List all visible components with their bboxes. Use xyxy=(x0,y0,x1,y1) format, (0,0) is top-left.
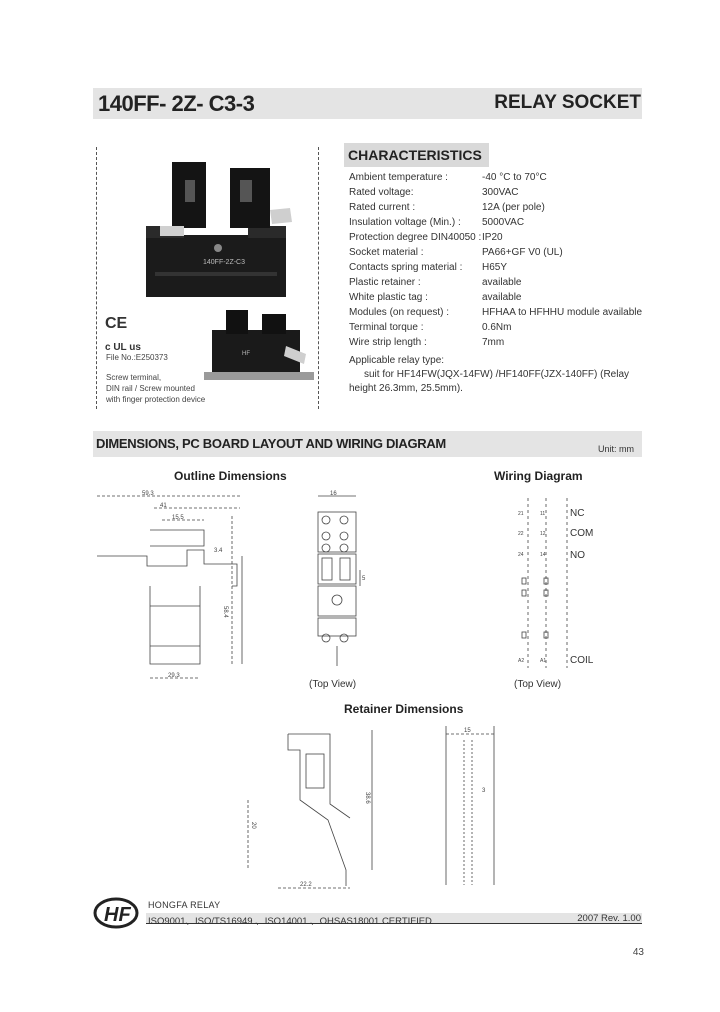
spec-value: 300VAC xyxy=(482,187,519,198)
terminal-a1: A1 xyxy=(540,658,547,664)
outline-title: Outline Dimensions xyxy=(174,469,287,483)
retainer-thickness: 15 xyxy=(464,728,471,734)
socket-photo-small-label: HF xyxy=(242,351,250,357)
right-divider xyxy=(318,147,319,409)
product-desc-1: Screw terminal, xyxy=(106,373,162,382)
dim-59-3: 59.3 xyxy=(142,491,154,497)
spec-row xyxy=(349,292,521,303)
spec-label: Ambient temperature : xyxy=(349,172,448,183)
characteristics-title: CHARACTERISTICS xyxy=(348,147,482,163)
hongfa-logo xyxy=(92,896,142,930)
spec-label: Terminal torque : xyxy=(349,322,424,333)
spec-row xyxy=(349,307,642,318)
retainer-height-20: 20 xyxy=(250,822,256,829)
top-view-caption-1: (Top View) xyxy=(309,679,357,690)
outline-side-view xyxy=(92,486,252,686)
page-number: 43 xyxy=(632,947,644,958)
ul-mark: c UL us xyxy=(105,342,141,353)
spec-label: White plastic tag : xyxy=(349,292,428,303)
spec-row xyxy=(349,247,563,258)
retainer-title: Retainer Dimensions xyxy=(344,702,464,716)
spec-value: available xyxy=(482,292,522,303)
applicable-relay xyxy=(349,354,649,396)
left-divider xyxy=(96,147,97,409)
spec-label: Plastic retainer : xyxy=(349,277,421,288)
revision: 2007 Rev. 1.00 xyxy=(577,913,641,924)
dim-58-4: 58.4 xyxy=(222,606,228,618)
terminal-a2: A2 xyxy=(518,658,525,664)
product-title: RELAY SOCKET xyxy=(494,92,641,113)
spec-label: Wire strip length : xyxy=(349,337,427,348)
socket-photo-small xyxy=(204,310,314,380)
retainer-side-view xyxy=(238,720,383,895)
spec-value: 7mm xyxy=(482,337,505,348)
dim-15-5: 15.5 xyxy=(172,515,184,521)
file-number: File No.:E250373 xyxy=(106,353,168,362)
certifications: ISO9001、ISO/TS16949 、ISO14001 、OHSAS18001 CERTIFIED xyxy=(148,916,432,927)
label-no: NO xyxy=(570,550,585,561)
product-desc-2: DIN rail / Screw mounted xyxy=(106,384,195,393)
spec-label: Protection degree DIN40050 : xyxy=(349,232,482,243)
spec-value: PA66+GF V0 (UL) xyxy=(482,247,563,258)
spec-value: IP20 xyxy=(482,232,503,243)
label-coil: COIL xyxy=(570,655,594,666)
spec-row xyxy=(349,202,545,213)
terminal-14: 14 xyxy=(540,552,546,558)
spec-row xyxy=(349,187,519,198)
spec-value: 0.6Nm xyxy=(482,322,512,333)
spec-row xyxy=(349,172,547,183)
spec-value: HFHAA to HFHHU module available xyxy=(482,307,643,318)
spec-label: Rated voltage: xyxy=(349,187,414,198)
spec-row xyxy=(349,262,507,273)
socket-photo-label: 140FF-2Z-C3 xyxy=(203,259,246,266)
unit-label: Unit: mm xyxy=(598,444,634,454)
spec-label: Socket material : xyxy=(349,247,424,258)
dim-3-4: 3.4 xyxy=(214,548,223,554)
retainer-width: 22.2 xyxy=(300,882,312,888)
terminal-22: 22 xyxy=(518,531,524,537)
retainer-front-view xyxy=(434,720,514,895)
dimensions-title: DIMENSIONS, PC BOARD LAYOUT AND WIRING DIAGRAM xyxy=(96,436,446,451)
ce-mark: CE xyxy=(105,315,128,332)
retainer-slot: 3 xyxy=(482,788,486,794)
spec-value: -40 °C to 70°C xyxy=(482,172,547,183)
label-com: COM xyxy=(570,528,594,539)
spec-label: Contacts spring material : xyxy=(349,262,463,273)
wiring-title: Wiring Diagram xyxy=(494,469,583,483)
spec-row xyxy=(349,277,521,288)
terminal-24: 24 xyxy=(518,552,524,558)
product-photos xyxy=(100,150,315,410)
spec-row xyxy=(349,232,503,243)
spec-row xyxy=(349,337,504,348)
pcb-top-view xyxy=(300,486,380,672)
spec-value: available xyxy=(482,277,522,288)
spec-value: H65Y xyxy=(482,262,508,273)
terminal-11: 11 xyxy=(540,511,546,517)
applicable-title: Applicable relay type: xyxy=(349,355,445,366)
socket-photo-large xyxy=(146,162,292,297)
terminal-12: 12 xyxy=(540,531,546,537)
spec-label: Insulation voltage (Min.) : xyxy=(349,217,461,228)
spec-row xyxy=(349,322,511,333)
dim-41: 41 xyxy=(160,503,167,509)
wiring-diagram xyxy=(510,498,610,673)
label-nc: NC xyxy=(570,508,585,519)
applicable-line-2: height 26.3mm, 25.5mm). xyxy=(349,383,463,394)
top-view-caption-2: (Top View) xyxy=(514,679,562,690)
pcb-spacing: 5 xyxy=(362,576,366,582)
brand-name: HONGFA RELAY xyxy=(148,900,221,910)
spec-row xyxy=(349,217,524,228)
spec-value: 5000VAC xyxy=(482,217,525,228)
spec-label: Modules (on request) : xyxy=(349,307,450,318)
svg-text:HF: HF xyxy=(104,904,131,926)
pcb-width: 16 xyxy=(330,491,337,497)
applicable-line-1: suit for HF14FW(JQX-14FW) /HF140FF(JZX-140FF) (Relay xyxy=(364,369,630,380)
terminal-21: 21 xyxy=(518,511,524,517)
model-number: 140FF- 2Z- C3-3 xyxy=(98,91,255,116)
retainer-height: 38.6 xyxy=(364,792,370,804)
dim-29-3: 29.3 xyxy=(168,673,180,679)
spec-label: Rated current : xyxy=(349,202,416,213)
spec-value: 12A (per pole) xyxy=(482,202,545,213)
product-desc-3: with finger protection device xyxy=(106,395,206,404)
